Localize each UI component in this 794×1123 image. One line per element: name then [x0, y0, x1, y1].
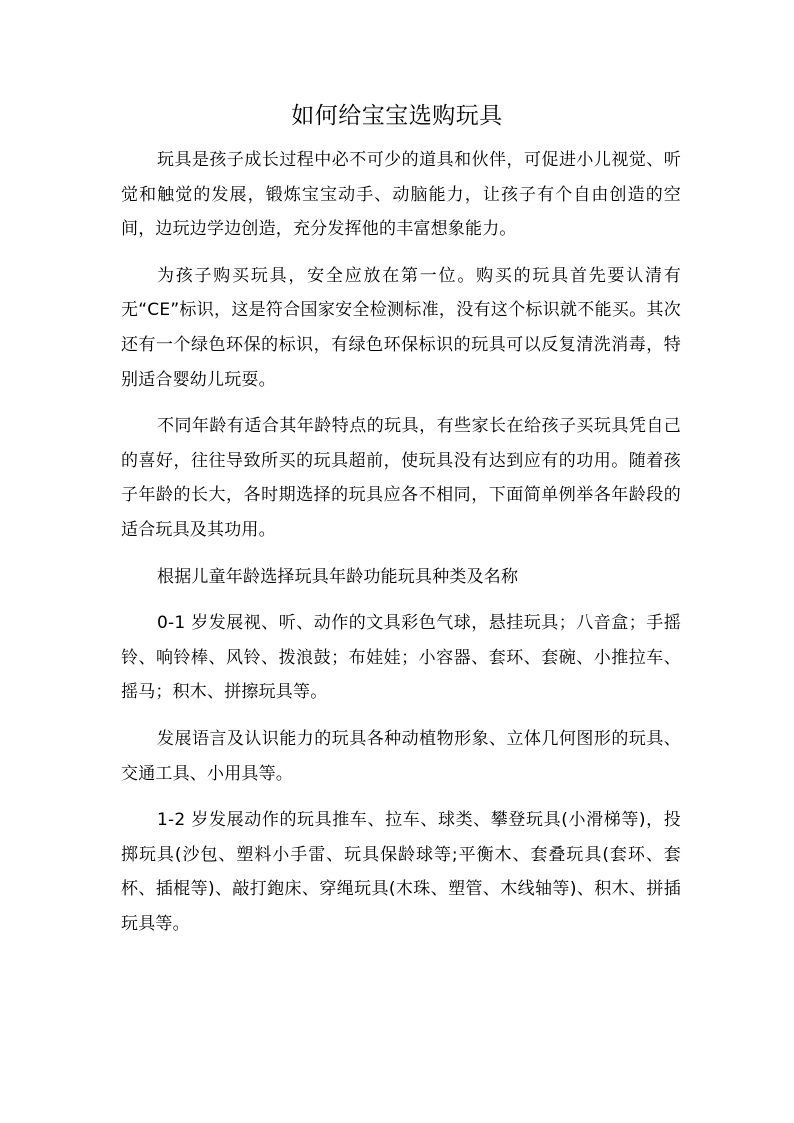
paragraph-intro: 玩具是孩子成长过程中必不可少的道具和伙伴，可促进小儿视觉、听觉和触觉的发展，锻炼宝宝动手、动脑能力，让孩子有个自由创造的空间，边玩边学边创造，充分发挥他的丰富想象能力。 — [121, 150, 681, 240]
paragraph-safety: 为孩子购买玩具，安全应放在第一位。购买的玩具首先要认清有无“CE”标识，这是符合国家安全检测标准，没有这个标识就不能买。其次还有一个绿色环保的标识，有绿色环保标识的玩具可以反复清洗消毒，特别适合婴幼儿玩耍。 — [121, 265, 681, 390]
paragraph-age-1-2: 1-2 岁发展动作的玩具推车、拉车、球类、攀登玩具(小滑梯等)，投掷玩具(沙包、塑料小手雷、玩具保龄球等;平衡木、套叠玩具(套环、套杯、插棍等)、敲打鉋床、穿绳玩具(木珠、塑管、木线轴等)、积木、拼插玩具等。 — [121, 810, 681, 934]
paragraph-age-suitability: 不同年龄有适合其年龄特点的玩具，有些家长在给孩子买玩具凭自己的喜好，往往导致所买的玩具超前，使玩具没有达到应有的功用。随着孩子年龄的长大，各时期选择的玩具应各不相同，下面简单例举各年龄段的适合玩具及其功用。 — [121, 416, 681, 540]
paragraph-language-toys: 发展语言及认识能力的玩具各种动植物形象、立体几何图形的玩具、交通工具、小用具等。 — [121, 728, 681, 784]
paragraph-table-heading: 根据儿童年龄选择玩具年龄功能玩具种类及名称 — [157, 566, 519, 587]
document-body — [121, 143, 681, 953]
document-title: 如何给宝宝选购玩具 — [291, 103, 503, 129]
paragraph-age-0-1: 0-1 岁发展视、听、动作的文具彩色气球，悬挂玩具；八音盒；手摇铃、响铃棒、风铃、拨浪鼓；布娃娃；小容器、套环、套碗、小推拉车、摇马；积木、拼擦玩具等。 — [121, 613, 681, 703]
